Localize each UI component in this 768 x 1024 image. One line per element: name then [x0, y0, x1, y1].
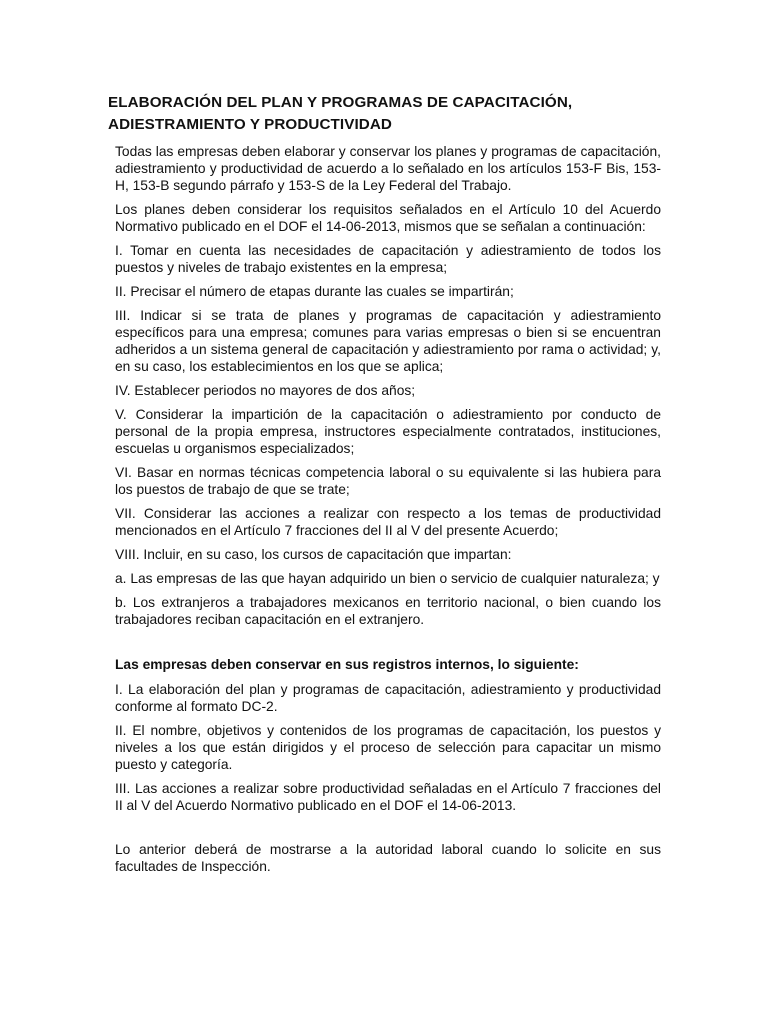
requirement-item-vii: VII. Considerar las acciones a realizar con respecto a los temas de productividad mencionados en el Artículo 7 fracciones del II al V del presente Acuerdo; — [115, 506, 661, 538]
document-title-line-2: ADIESTRAMIENTO Y PRODUCTIVIDAD — [108, 116, 392, 133]
record-item-iii: III. Las acciones a realizar sobre productividad señaladas en el Artículo 7 fracciones del II al V del Acuerdo Normativo publicado en el DOF el 14-06-2013. — [115, 781, 661, 813]
requirement-item-iv: IV. Establecer periodos no mayores de dos años; — [115, 383, 416, 398]
paragraph-spacer — [115, 821, 661, 841]
document-title-line-1: ELABORACIÓN DEL PLAN Y PROGRAMAS DE CAPACITACIÓN, — [108, 94, 573, 111]
requirement-item-vi: VI. Basar en normas técnicas competencia laboral o su equivalente si las hubiera para los puestos de trabajo de que se trate; — [115, 465, 661, 497]
requirement-item-i: I. Tomar en cuenta las necesidades de capacitación y adiestramiento de todos los puestos y niveles de trabajo existentes en la empresa; — [115, 243, 661, 275]
requirement-subitem-a: a. Las empresas de las que hayan adquirido un bien o servicio de cualquier naturaleza; y — [115, 571, 660, 586]
requirement-item-iii: III. Indicar si se trata de planes y programas de capacitación y adiestramiento específicos para una empresa; comunes para varias empresas o bien si se encuentran adheridos a un sistema general de capacitación y adiestramiento por rama o actividad; y, en su caso, los establecimientos en los que se aplica; — [115, 308, 661, 374]
record-item-ii: II. El nombre, objetivos y contenidos de los programas de capacitación, los puestos y niveles a los que están dirigidos y el proceso de selección para capacitar un mismo puesto y categoría. — [115, 723, 661, 772]
requirement-item-v: V. Considerar la impartición de la capacitación o adiestramiento por conducto de personal de la propia empresa, instructores especialmente contratados, instituciones, escuelas u organismos especializados; — [115, 407, 661, 456]
closing-paragraph: Lo anterior deberá de mostrarse a la autoridad laboral cuando lo solicite en sus facultades de Inspección. — [115, 842, 661, 874]
requirement-item-viii: VIII. Incluir, en su caso, los cursos de capacitación que impartan: — [115, 547, 512, 562]
intro-paragraph: Todas las empresas deben elaborar y conservar los planes y programas de capacitación, adiestramiento y productividad de acuerdo a lo señalado en los artículos 153-F Bis, 153-H, 153-B segundo párrafo y 153-S de la Ley Federal del Trabajo. — [115, 144, 661, 193]
document-title — [108, 92, 668, 136]
internal-records-heading: Las empresas deben conservar en sus registros internos, lo siguiente: — [115, 657, 579, 672]
record-item-i: I. La elaboración del plan y programas de capacitación, adiestramiento y productividad conforme al formato DC-2. — [115, 682, 661, 714]
requirement-subitem-b: b. Los extranjeros a trabajadores mexicanos en territorio nacional, o bien cuando los trabajadores reciban capacitación en el extranjero. — [115, 595, 661, 627]
document-body — [115, 143, 661, 882]
requirement-item-ii: II. Precisar el número de etapas durante las cuales se impartirán; — [115, 284, 514, 299]
requirements-paragraph: Los planes deben considerar los requisitos señalados en el Artículo 10 del Acuerdo Normativo publicado en el DOF el 14-06-2013, mismos que se señalan a continuación: — [115, 202, 661, 234]
